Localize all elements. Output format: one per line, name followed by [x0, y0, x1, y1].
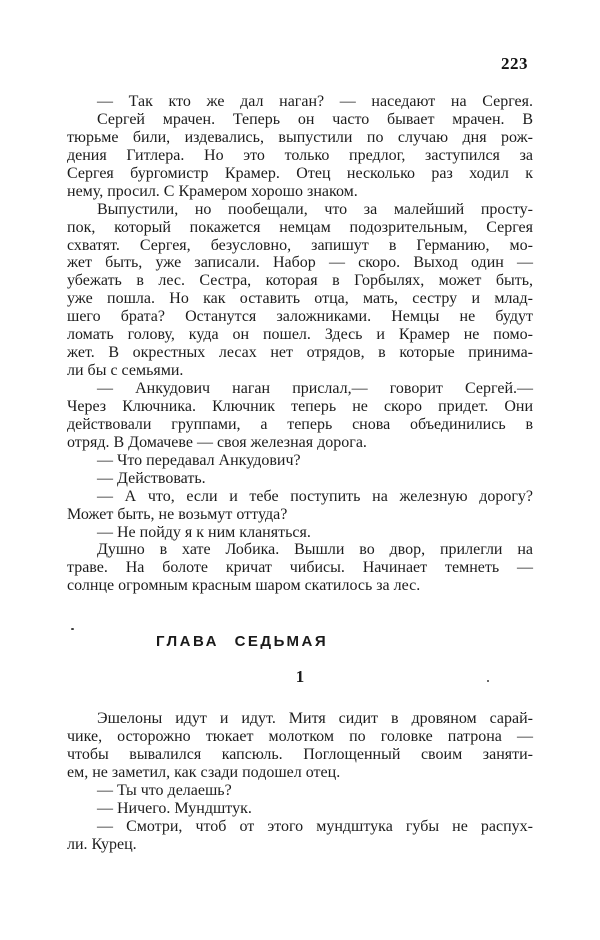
text-line: действовали группами, а теперь снова объединились в: [67, 415, 533, 433]
text-line: Сергей мрачен. Теперь он часто бывает мрачен. В: [97, 110, 533, 128]
text-line: ли бы с семьями.: [67, 362, 184, 380]
page-number: 223: [501, 54, 528, 73]
text-line: жет быть, уже записали. Набор — скоро. Выход один —: [67, 254, 533, 272]
text-line: Может быть, не возьмут оттуда?: [67, 505, 288, 523]
text-line: чтобы вывалился капсюль. Поглощенный своим заняти-: [67, 746, 533, 764]
paragraph: [67, 111, 533, 201]
text-line: чике, осторожно тюкает молотком по головке патрона —: [67, 728, 533, 746]
text-line: уже пошла. Но как оставить отца, мать, сестру и млад-: [67, 290, 533, 308]
paragraph: [67, 380, 533, 452]
section-number: 1: [295, 667, 305, 687]
text-line: Душно в хате Лобика. Вышли во двор, прилегли на: [97, 541, 533, 559]
text-line: шего брата? Останутся заложниками. Немцы не будут: [67, 308, 533, 326]
text-line: — Что передавал Анкудович?: [97, 451, 301, 469]
paragraph: [67, 710, 533, 782]
text-line: ем, не заметил, как сзади подошел отец.: [67, 764, 341, 782]
text-line: схватят. Сергея, безусловно, запишут в Германию, мо-: [67, 236, 533, 254]
paragraph: [67, 470, 533, 488]
text-line: Через Ключника. Ключник теперь не скоро придет. Они: [67, 397, 533, 415]
text-line: — Смотри, чтоб от этого мундштука губы не распух-: [97, 817, 533, 835]
paragraph: [67, 818, 533, 854]
text-line: — Не пойду я к ним кланяться.: [97, 523, 311, 541]
text-line: — Так кто же дал наган? — наседают на Сергея.: [97, 93, 533, 110]
text-line: нему, просил. С Крамером хорошо знаком.: [67, 182, 358, 200]
text-line: жет. В окрестных лесах нет отрядов, в которые принима-: [67, 344, 533, 362]
text-line: убежать в лес. Сестра, которая в Горбылях, может быть,: [67, 272, 533, 290]
text-line: — Действовать.: [97, 469, 206, 487]
text-line: дения Гитлера. Но это только предлог, заступился за: [67, 146, 533, 164]
paragraph: [67, 782, 533, 800]
paragraph: [67, 800, 533, 818]
text-line: ломать голову, куда он пошел. Здесь и Крамер не помо-: [67, 326, 533, 344]
paragraph: [67, 93, 533, 111]
scan-speck: [71, 628, 74, 630]
text-line: отряд. В Домачеве — своя железная дорога.: [67, 433, 367, 451]
text-line: ли. Курец.: [67, 835, 137, 853]
text-line: — А что, если и тебе поступить на железную дорогу?: [97, 487, 533, 505]
paragraph: [67, 201, 533, 380]
text-line: — Ты что делаешь?: [97, 782, 232, 799]
text-line: — Анкудович наган прислал,— говорит Сергей.—: [97, 380, 533, 397]
text-line: Эшелоны идут и идут. Митя сидит в дровяном сарай-: [97, 710, 533, 728]
text-line: тюрьме били, издевались, выпустили по случаю дня рож-: [67, 128, 533, 146]
page-body: [67, 93, 533, 854]
paragraph: [67, 488, 533, 524]
text-line: траве. На болоте кричат чибисы. Начинает темнеть —: [67, 559, 533, 577]
paragraph: [67, 541, 533, 595]
text-line: Выпустили, но пообещали, что за малейший просту-: [97, 200, 533, 218]
text-line: солнце огромным красным шаром скатилось за лес.: [67, 577, 421, 595]
text-line: пок, который покажется немцам подозрительным, Сергея: [67, 218, 533, 236]
text-line: Сергея бургомистр Крамер. Отец несколько раз ходил к: [67, 164, 533, 182]
paragraph: [67, 452, 533, 470]
scan-speck: [487, 680, 489, 682]
paragraph: [67, 524, 533, 542]
text-line: — Ничего. Мундштук.: [97, 799, 252, 817]
chapter-heading: ГЛАВА СЕДЬМАЯ: [156, 633, 329, 651]
